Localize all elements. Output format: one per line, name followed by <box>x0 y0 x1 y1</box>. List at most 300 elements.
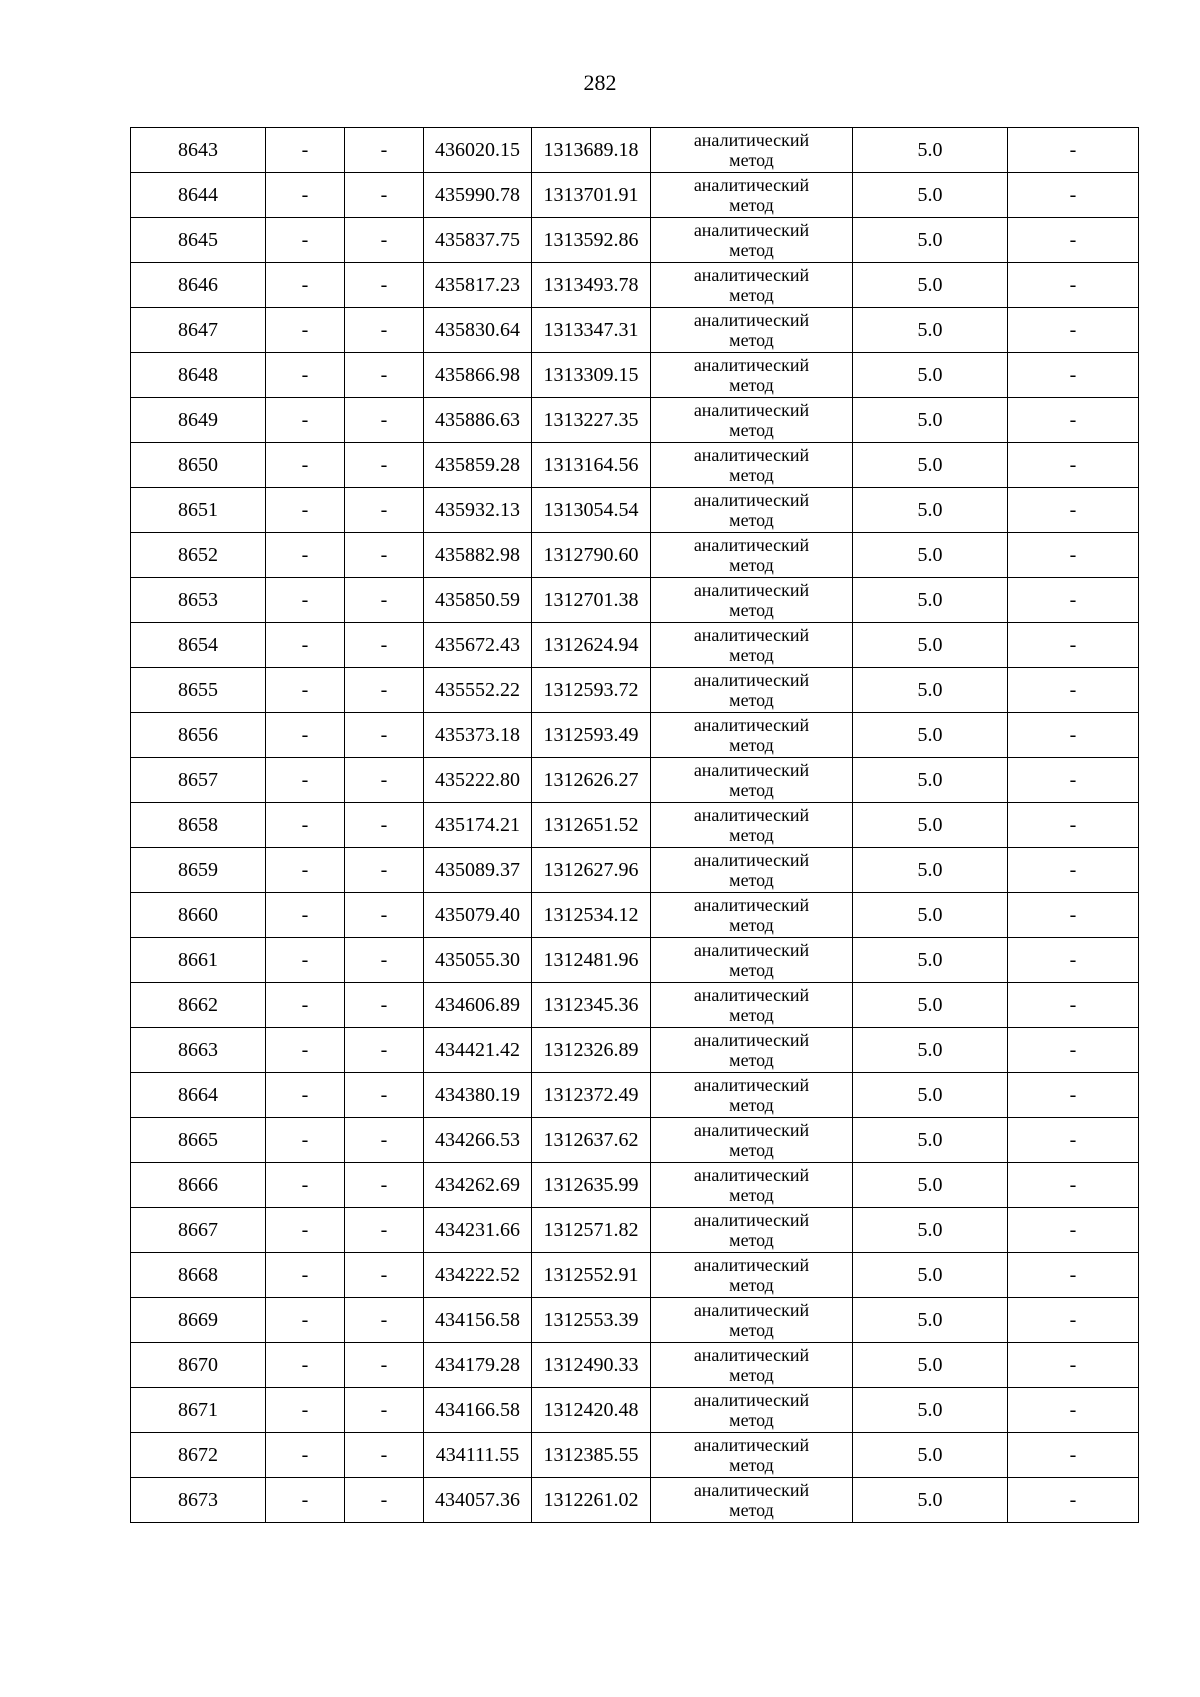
empty-col-3-cell: - <box>345 1433 424 1478</box>
x-coordinate-cell: 434262.69 <box>424 1163 532 1208</box>
table-row <box>131 398 1139 443</box>
empty-col-3-cell: - <box>345 1343 424 1388</box>
method-line-2: метод <box>729 1095 774 1115</box>
accuracy-cell: 5.0 <box>853 1298 1008 1343</box>
table-row <box>131 1343 1139 1388</box>
accuracy-cell: 5.0 <box>853 1028 1008 1073</box>
point-number-cell: 8656 <box>131 713 266 758</box>
x-coordinate-cell: 434231.66 <box>424 1208 532 1253</box>
point-number-cell: 8673 <box>131 1478 266 1523</box>
point-number-cell: 8649 <box>131 398 266 443</box>
method-line-2: метод <box>729 645 774 665</box>
y-coordinate-cell: 1312552.91 <box>532 1253 651 1298</box>
method-cell <box>651 938 853 983</box>
method-line-1: аналитический <box>693 175 810 195</box>
method-line-1: аналитический <box>693 1030 810 1050</box>
empty-col-2-cell: - <box>266 578 345 623</box>
accuracy-cell: 5.0 <box>853 758 1008 803</box>
table-row <box>131 1118 1139 1163</box>
y-coordinate-cell: 1312345.36 <box>532 983 651 1028</box>
table-row <box>131 1433 1139 1478</box>
point-number-cell: 8650 <box>131 443 266 488</box>
point-number-cell: 8659 <box>131 848 266 893</box>
method-line-2: метод <box>729 1140 774 1160</box>
x-coordinate-cell: 435932.13 <box>424 488 532 533</box>
empty-col-2-cell: - <box>266 218 345 263</box>
table-row <box>131 128 1139 173</box>
accuracy-cell: 5.0 <box>853 488 1008 533</box>
accuracy-cell: 5.0 <box>853 1073 1008 1118</box>
accuracy-cell: 5.0 <box>853 533 1008 578</box>
point-number-cell: 8653 <box>131 578 266 623</box>
empty-col-3-cell: - <box>345 803 424 848</box>
empty-col-3-cell: - <box>345 1208 424 1253</box>
empty-col-2-cell: - <box>266 1298 345 1343</box>
accuracy-cell: 5.0 <box>853 848 1008 893</box>
y-coordinate-cell: 1312385.55 <box>532 1433 651 1478</box>
method-line-2: метод <box>729 1455 774 1475</box>
y-coordinate-cell: 1313227.35 <box>532 398 651 443</box>
empty-col-8-cell: - <box>1008 1253 1139 1298</box>
accuracy-cell: 5.0 <box>853 173 1008 218</box>
point-number-cell: 8671 <box>131 1388 266 1433</box>
accuracy-cell: 5.0 <box>853 398 1008 443</box>
x-coordinate-cell: 434156.58 <box>424 1298 532 1343</box>
x-coordinate-cell: 435222.80 <box>424 758 532 803</box>
method-line-1: аналитический <box>693 310 810 330</box>
method-line-1: аналитический <box>693 715 810 735</box>
method-line-2: метод <box>729 1320 774 1340</box>
empty-col-3-cell: - <box>345 533 424 578</box>
x-coordinate-cell: 434179.28 <box>424 1343 532 1388</box>
method-cell <box>651 353 853 398</box>
y-coordinate-cell: 1312593.49 <box>532 713 651 758</box>
x-coordinate-cell: 435174.21 <box>424 803 532 848</box>
empty-col-3-cell: - <box>345 173 424 218</box>
method-cell <box>651 128 853 173</box>
accuracy-cell: 5.0 <box>853 623 1008 668</box>
accuracy-cell: 5.0 <box>853 1208 1008 1253</box>
y-coordinate-cell: 1313592.86 <box>532 218 651 263</box>
empty-col-3-cell: - <box>345 1073 424 1118</box>
method-line-2: метод <box>729 870 774 890</box>
empty-col-8-cell: - <box>1008 1163 1139 1208</box>
method-line-2: метод <box>729 1185 774 1205</box>
empty-col-2-cell: - <box>266 533 345 578</box>
y-coordinate-cell: 1312790.60 <box>532 533 651 578</box>
method-line-2: метод <box>729 420 774 440</box>
point-number-cell: 8660 <box>131 893 266 938</box>
method-cell <box>651 173 853 218</box>
coordinates-table <box>130 127 1139 1523</box>
method-line-2: метод <box>729 780 774 800</box>
empty-col-3-cell: - <box>345 353 424 398</box>
empty-col-8-cell: - <box>1008 713 1139 758</box>
x-coordinate-cell: 435817.23 <box>424 263 532 308</box>
method-cell <box>651 1028 853 1073</box>
method-line-2: метод <box>729 1365 774 1385</box>
accuracy-cell: 5.0 <box>853 353 1008 398</box>
empty-col-8-cell: - <box>1008 803 1139 848</box>
x-coordinate-cell: 434380.19 <box>424 1073 532 1118</box>
y-coordinate-cell: 1312261.02 <box>532 1478 651 1523</box>
point-number-cell: 8655 <box>131 668 266 713</box>
x-coordinate-cell: 434166.58 <box>424 1388 532 1433</box>
x-coordinate-cell: 436020.15 <box>424 128 532 173</box>
accuracy-cell: 5.0 <box>853 1433 1008 1478</box>
empty-col-3-cell: - <box>345 488 424 533</box>
empty-col-8-cell: - <box>1008 443 1139 488</box>
method-line-1: аналитический <box>693 895 810 915</box>
empty-col-2-cell: - <box>266 623 345 668</box>
method-line-2: метод <box>729 510 774 530</box>
empty-col-2-cell: - <box>266 848 345 893</box>
y-coordinate-cell: 1312635.99 <box>532 1163 651 1208</box>
empty-col-3-cell: - <box>345 983 424 1028</box>
empty-col-8-cell: - <box>1008 488 1139 533</box>
point-number-cell: 8663 <box>131 1028 266 1073</box>
method-line-2: метод <box>729 1230 774 1250</box>
empty-col-2-cell: - <box>266 263 345 308</box>
empty-col-8-cell: - <box>1008 1208 1139 1253</box>
method-line-1: аналитический <box>693 1255 810 1275</box>
table-row <box>131 623 1139 668</box>
point-number-cell: 8672 <box>131 1433 266 1478</box>
method-line-1: аналитический <box>693 1345 810 1365</box>
empty-col-3-cell: - <box>345 668 424 713</box>
x-coordinate-cell: 434421.42 <box>424 1028 532 1073</box>
y-coordinate-cell: 1312420.48 <box>532 1388 651 1433</box>
y-coordinate-cell: 1313164.56 <box>532 443 651 488</box>
method-line-1: аналитический <box>693 760 810 780</box>
empty-col-8-cell: - <box>1008 1388 1139 1433</box>
empty-col-8-cell: - <box>1008 578 1139 623</box>
method-cell <box>651 398 853 443</box>
point-number-cell: 8647 <box>131 308 266 353</box>
empty-col-8-cell: - <box>1008 848 1139 893</box>
empty-col-3-cell: - <box>345 1298 424 1343</box>
x-coordinate-cell: 435866.98 <box>424 353 532 398</box>
empty-col-3-cell: - <box>345 938 424 983</box>
accuracy-cell: 5.0 <box>853 1163 1008 1208</box>
table-row <box>131 1208 1139 1253</box>
empty-col-8-cell: - <box>1008 1433 1139 1478</box>
method-line-1: аналитический <box>693 490 810 510</box>
accuracy-cell: 5.0 <box>853 1478 1008 1523</box>
method-line-2: метод <box>729 150 774 170</box>
table-row <box>131 578 1139 623</box>
y-coordinate-cell: 1313493.78 <box>532 263 651 308</box>
x-coordinate-cell: 434266.53 <box>424 1118 532 1163</box>
empty-col-8-cell: - <box>1008 533 1139 578</box>
empty-col-8-cell: - <box>1008 1478 1139 1523</box>
table-row <box>131 848 1139 893</box>
method-line-1: аналитический <box>693 580 810 600</box>
empty-col-3-cell: - <box>345 218 424 263</box>
y-coordinate-cell: 1312534.12 <box>532 893 651 938</box>
empty-col-8-cell: - <box>1008 983 1139 1028</box>
method-line-2: метод <box>729 915 774 935</box>
empty-col-3-cell: - <box>345 1253 424 1298</box>
method-cell <box>651 623 853 668</box>
y-coordinate-cell: 1312627.96 <box>532 848 651 893</box>
accuracy-cell: 5.0 <box>853 803 1008 848</box>
accuracy-cell: 5.0 <box>853 263 1008 308</box>
method-line-1: аналитический <box>693 400 810 420</box>
empty-col-8-cell: - <box>1008 263 1139 308</box>
point-number-cell: 8665 <box>131 1118 266 1163</box>
point-number-cell: 8666 <box>131 1163 266 1208</box>
y-coordinate-cell: 1312651.52 <box>532 803 651 848</box>
method-line-1: аналитический <box>693 130 810 150</box>
method-cell <box>651 758 853 803</box>
method-cell <box>651 1118 853 1163</box>
x-coordinate-cell: 434111.55 <box>424 1433 532 1478</box>
empty-col-2-cell: - <box>266 308 345 353</box>
point-number-cell: 8658 <box>131 803 266 848</box>
method-line-2: метод <box>729 1050 774 1070</box>
empty-col-2-cell: - <box>266 1118 345 1163</box>
page-number: 282 <box>583 70 617 95</box>
empty-col-8-cell: - <box>1008 623 1139 668</box>
empty-col-8-cell: - <box>1008 1118 1139 1163</box>
empty-col-3-cell: - <box>345 308 424 353</box>
empty-col-8-cell: - <box>1008 1343 1139 1388</box>
method-cell <box>651 1253 853 1298</box>
x-coordinate-cell: 435882.98 <box>424 533 532 578</box>
method-line-2: метод <box>729 690 774 710</box>
method-line-1: аналитический <box>693 1210 810 1230</box>
x-coordinate-cell: 434057.36 <box>424 1478 532 1523</box>
method-cell <box>651 1298 853 1343</box>
table-row <box>131 938 1139 983</box>
method-cell <box>651 1388 853 1433</box>
method-cell <box>651 1478 853 1523</box>
method-cell <box>651 263 853 308</box>
y-coordinate-cell: 1312637.62 <box>532 1118 651 1163</box>
table-row <box>131 263 1139 308</box>
point-number-cell: 8664 <box>131 1073 266 1118</box>
method-line-1: аналитический <box>693 1300 810 1320</box>
empty-col-2-cell: - <box>266 353 345 398</box>
empty-col-2-cell: - <box>266 443 345 488</box>
point-number-cell: 8662 <box>131 983 266 1028</box>
method-line-2: метод <box>729 1500 774 1520</box>
point-number-cell: 8646 <box>131 263 266 308</box>
accuracy-cell: 5.0 <box>853 1343 1008 1388</box>
method-cell <box>651 1433 853 1478</box>
method-cell <box>651 713 853 758</box>
method-line-1: аналитический <box>693 1120 810 1140</box>
table-row <box>131 983 1139 1028</box>
empty-col-8-cell: - <box>1008 893 1139 938</box>
point-number-cell: 8652 <box>131 533 266 578</box>
empty-col-2-cell: - <box>266 803 345 848</box>
method-line-2: метод <box>729 600 774 620</box>
x-coordinate-cell: 435990.78 <box>424 173 532 218</box>
empty-col-2-cell: - <box>266 758 345 803</box>
empty-col-2-cell: - <box>266 1073 345 1118</box>
x-coordinate-cell: 434606.89 <box>424 983 532 1028</box>
empty-col-3-cell: - <box>345 758 424 803</box>
empty-col-2-cell: - <box>266 1343 345 1388</box>
empty-col-8-cell: - <box>1008 308 1139 353</box>
empty-col-2-cell: - <box>266 1433 345 1478</box>
method-line-1: аналитический <box>693 805 810 825</box>
accuracy-cell: 5.0 <box>853 1388 1008 1433</box>
accuracy-cell: 5.0 <box>853 713 1008 758</box>
x-coordinate-cell: 435886.63 <box>424 398 532 443</box>
method-line-2: метод <box>729 375 774 395</box>
empty-col-2-cell: - <box>266 1478 345 1523</box>
table-row <box>131 443 1139 488</box>
y-coordinate-cell: 1312372.49 <box>532 1073 651 1118</box>
empty-col-3-cell: - <box>345 1163 424 1208</box>
accuracy-cell: 5.0 <box>853 668 1008 713</box>
empty-col-8-cell: - <box>1008 938 1139 983</box>
table-row <box>131 1028 1139 1073</box>
method-line-1: аналитический <box>693 670 810 690</box>
table-row <box>131 308 1139 353</box>
method-cell <box>651 1163 853 1208</box>
x-coordinate-cell: 435055.30 <box>424 938 532 983</box>
method-line-1: аналитический <box>693 625 810 645</box>
method-line-2: метод <box>729 195 774 215</box>
method-line-2: метод <box>729 960 774 980</box>
point-number-cell: 8667 <box>131 1208 266 1253</box>
empty-col-8-cell: - <box>1008 668 1139 713</box>
method-line-2: метод <box>729 240 774 260</box>
method-line-1: аналитический <box>693 985 810 1005</box>
table-row <box>131 218 1139 263</box>
y-coordinate-cell: 1312326.89 <box>532 1028 651 1073</box>
table-row <box>131 713 1139 758</box>
empty-col-2-cell: - <box>266 1028 345 1073</box>
empty-col-2-cell: - <box>266 983 345 1028</box>
method-cell <box>651 488 853 533</box>
x-coordinate-cell: 435837.75 <box>424 218 532 263</box>
point-number-cell: 8668 <box>131 1253 266 1298</box>
empty-col-3-cell: - <box>345 1118 424 1163</box>
table-row <box>131 803 1139 848</box>
x-coordinate-cell: 435089.37 <box>424 848 532 893</box>
method-line-2: метод <box>729 825 774 845</box>
empty-col-3-cell: - <box>345 1478 424 1523</box>
y-coordinate-cell: 1312701.38 <box>532 578 651 623</box>
table-row <box>131 173 1139 218</box>
x-coordinate-cell: 435830.64 <box>424 308 532 353</box>
point-number-cell: 8644 <box>131 173 266 218</box>
method-line-1: аналитический <box>693 1435 810 1455</box>
empty-col-3-cell: - <box>345 398 424 443</box>
y-coordinate-cell: 1312490.33 <box>532 1343 651 1388</box>
accuracy-cell: 5.0 <box>853 443 1008 488</box>
method-line-2: метод <box>729 555 774 575</box>
empty-col-3-cell: - <box>345 848 424 893</box>
point-number-cell: 8654 <box>131 623 266 668</box>
method-line-1: аналитический <box>693 265 810 285</box>
y-coordinate-cell: 1313689.18 <box>532 128 651 173</box>
method-line-2: метод <box>729 1410 774 1430</box>
method-cell <box>651 443 853 488</box>
x-coordinate-cell: 434222.52 <box>424 1253 532 1298</box>
x-coordinate-cell: 435859.28 <box>424 443 532 488</box>
empty-col-8-cell: - <box>1008 218 1139 263</box>
empty-col-8-cell: - <box>1008 1028 1139 1073</box>
x-coordinate-cell: 435079.40 <box>424 893 532 938</box>
y-coordinate-cell: 1312624.94 <box>532 623 651 668</box>
empty-col-3-cell: - <box>345 263 424 308</box>
empty-col-3-cell: - <box>345 443 424 488</box>
method-line-1: аналитический <box>693 220 810 240</box>
method-line-2: метод <box>729 1275 774 1295</box>
x-coordinate-cell: 435373.18 <box>424 713 532 758</box>
method-cell <box>651 983 853 1028</box>
method-line-2: метод <box>729 1005 774 1025</box>
method-cell <box>651 893 853 938</box>
empty-col-8-cell: - <box>1008 353 1139 398</box>
empty-col-8-cell: - <box>1008 173 1139 218</box>
point-number-cell: 8669 <box>131 1298 266 1343</box>
empty-col-3-cell: - <box>345 1028 424 1073</box>
method-cell <box>651 578 853 623</box>
table-row <box>131 533 1139 578</box>
empty-col-2-cell: - <box>266 893 345 938</box>
y-coordinate-cell: 1313309.15 <box>532 353 651 398</box>
point-number-cell: 8657 <box>131 758 266 803</box>
empty-col-8-cell: - <box>1008 128 1139 173</box>
method-cell <box>651 668 853 713</box>
empty-col-2-cell: - <box>266 668 345 713</box>
x-coordinate-cell: 435552.22 <box>424 668 532 713</box>
empty-col-2-cell: - <box>266 1253 345 1298</box>
point-number-cell: 8661 <box>131 938 266 983</box>
table-row <box>131 1478 1139 1523</box>
empty-col-3-cell: - <box>345 623 424 668</box>
table-row <box>131 668 1139 713</box>
method-line-1: аналитический <box>693 355 810 375</box>
method-line-1: аналитический <box>693 535 810 555</box>
y-coordinate-cell: 1313054.54 <box>532 488 651 533</box>
table-body <box>131 128 1139 1523</box>
method-line-2: метод <box>729 285 774 305</box>
table-row <box>131 1298 1139 1343</box>
table-row <box>131 353 1139 398</box>
table-row <box>131 1388 1139 1433</box>
method-line-2: метод <box>729 735 774 755</box>
x-coordinate-cell: 435850.59 <box>424 578 532 623</box>
empty-col-3-cell: - <box>345 713 424 758</box>
accuracy-cell: 5.0 <box>853 938 1008 983</box>
method-cell <box>651 848 853 893</box>
empty-col-2-cell: - <box>266 1163 345 1208</box>
table-row <box>131 1073 1139 1118</box>
method-line-1: аналитический <box>693 1165 810 1185</box>
y-coordinate-cell: 1312571.82 <box>532 1208 651 1253</box>
point-number-cell: 8648 <box>131 353 266 398</box>
empty-col-2-cell: - <box>266 713 345 758</box>
accuracy-cell: 5.0 <box>853 128 1008 173</box>
table-row <box>131 893 1139 938</box>
y-coordinate-cell: 1313701.91 <box>532 173 651 218</box>
empty-col-8-cell: - <box>1008 1073 1139 1118</box>
method-cell <box>651 218 853 263</box>
empty-col-2-cell: - <box>266 173 345 218</box>
point-number-cell: 8643 <box>131 128 266 173</box>
method-line-2: метод <box>729 465 774 485</box>
method-line-1: аналитический <box>693 1390 810 1410</box>
point-number-cell: 8670 <box>131 1343 266 1388</box>
